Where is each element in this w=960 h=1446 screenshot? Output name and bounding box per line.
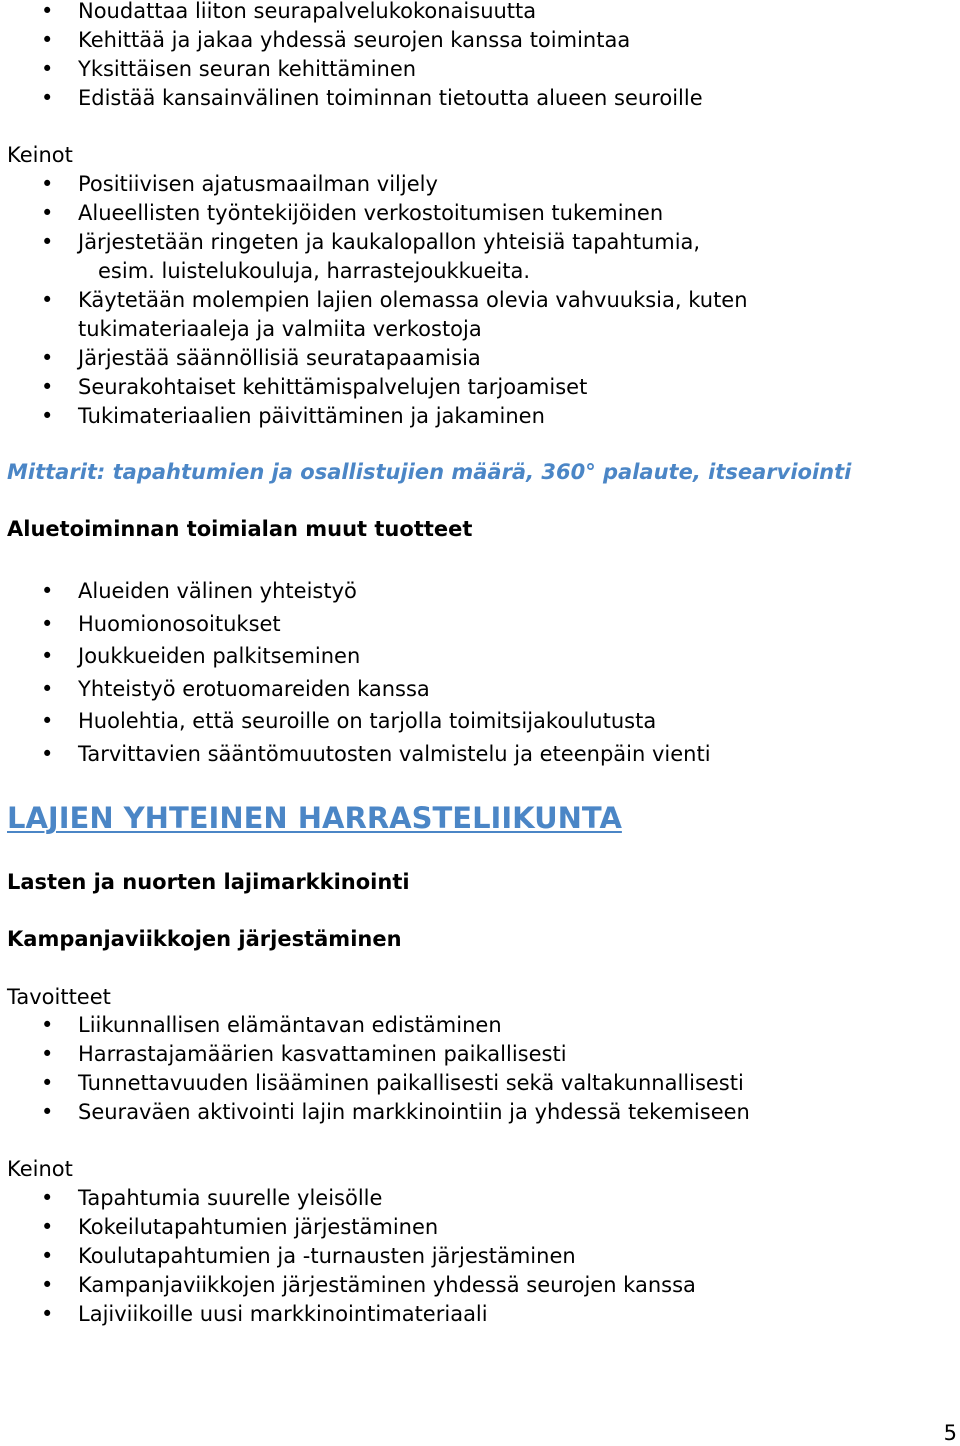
- bullet-icon: •: [41, 676, 54, 701]
- bullet-icon: •: [41, 1100, 54, 1124]
- bullet-icon: •: [41, 709, 54, 733]
- bullet-icon: •: [41, 0, 54, 23]
- list-item: • Kehittää ja jakaa yhdessä seurojen kanssa toimintaa: [0, 26, 950, 55]
- list-item: • Tukimateriaalien päivittäminen ja jakaminen: [0, 402, 950, 431]
- keinot-label-2: Keinot: [7, 1157, 73, 1181]
- other-products-list: [0, 575, 950, 770]
- subheading-lajimarkkinointi: Lasten ja nuorten lajimarkkinointi: [7, 870, 410, 894]
- bullet-icon: •: [41, 644, 54, 668]
- list-item: • Tarvittavien sääntömuutosten valmistelu ja eteenpäin vienti: [0, 738, 950, 771]
- bullet-icon: •: [41, 230, 54, 254]
- bullet-icon: •: [41, 1071, 54, 1095]
- bullet-icon: •: [41, 57, 54, 81]
- bullet-icon: •: [41, 86, 54, 110]
- list-item: • Käytetään molempien lajien olemassa olevia vahvuuksia, kuten tukimateriaaleja ja valmiita verkostoja: [41, 288, 748, 341]
- list-item: • Seurakohtaiset kehittämispalvelujen tarjoamiset: [0, 373, 950, 402]
- list-item: • Yksittäisen seuran kehittäminen: [0, 55, 950, 84]
- keinot-label: Keinot: [7, 143, 73, 167]
- page-number: 5: [943, 1421, 957, 1445]
- tavoitteet-label: Tavoitteet: [7, 985, 111, 1009]
- list-item: • Järjestää säännöllisiä seuratapaamisia: [0, 344, 950, 373]
- bullet-icon: •: [41, 1186, 54, 1210]
- list-item: • Edistää kansainvälinen toiminnan tietoutta alueen seuroille: [0, 84, 950, 113]
- top-bullet-list: [0, 0, 950, 113]
- bullet-icon: •: [41, 611, 54, 636]
- bullet-icon: •: [41, 1244, 54, 1268]
- list-item: • Seuraväen aktivointi lajin markkinointiin ja yhdessä tekemiseen: [0, 1098, 950, 1127]
- bullet-icon: •: [41, 28, 54, 52]
- list-item: • Tunnettavuuden lisääminen paikallisesti sekä valtakunnallisesti: [0, 1069, 950, 1098]
- list-item: • Lajiviikoille uusi markkinointimateriaali: [0, 1300, 950, 1329]
- bullet-icon: •: [41, 1273, 54, 1297]
- section-title: LAJIEN YHTEINEN HARRASTELIIKUNTA: [7, 801, 622, 835]
- list-item: • Alueellisten työntekijöiden verkostoitumisen tukeminen: [0, 199, 950, 228]
- bullet-icon: •: [41, 201, 54, 225]
- bullet-icon: •: [41, 375, 54, 399]
- tavoitteet-list: [0, 1011, 950, 1127]
- bullet-icon: •: [41, 1013, 54, 1037]
- subheading-kampanjaviikot: Kampanjaviikkojen järjestäminen: [7, 927, 402, 951]
- list-item: • Tapahtumia suurelle yleisölle: [0, 1184, 950, 1213]
- other-products-heading: Aluetoiminnan toimialan muut tuotteet: [7, 517, 473, 541]
- bullet-icon: •: [41, 404, 54, 428]
- bullet-icon: •: [41, 741, 54, 766]
- list-item: • Järjestetään ringeten ja kaukalopallon yhteisiä tapahtumia, esim. luistelukouluja, harrastejoukkueita.: [41, 230, 701, 283]
- list-item: • Huomionosoitukset: [0, 608, 950, 641]
- bullet-icon: •: [41, 1302, 54, 1326]
- keinot-bullet-list: [0, 170, 950, 431]
- list-item: • Joukkueiden palkitseminen: [0, 640, 950, 673]
- list-item: • Alueiden välinen yhteistyö: [0, 575, 950, 608]
- keinot-list-2: [0, 1184, 950, 1329]
- list-item: • Koulutapahtumien ja -turnausten järjestäminen: [0, 1242, 950, 1271]
- bullet-icon: •: [41, 288, 54, 312]
- bullet-icon: •: [41, 579, 54, 603]
- list-item: • Yhteistyö erotuomareiden kanssa: [0, 673, 950, 706]
- bullet-icon: •: [41, 1215, 54, 1239]
- list-item: • Liikunnallisen elämäntavan edistäminen: [0, 1011, 950, 1040]
- list-item: • Kampanjaviikkojen järjestäminen yhdessä seurojen kanssa: [0, 1271, 950, 1300]
- list-item: • Huolehtia, että seuroille on tarjolla toimitsijakoulutusta: [0, 705, 950, 738]
- bullet-icon: •: [41, 346, 54, 370]
- bullet-icon: •: [41, 172, 54, 196]
- list-item: • Noudattaa liiton seurapalvelukokonaisuutta: [0, 0, 950, 26]
- list-item: • Positiivisen ajatusmaailman viljely: [0, 170, 950, 199]
- metrics-line: Mittarit: tapahtumien ja osallistujien määrä, 360° palaute, itsearviointi: [7, 460, 852, 484]
- list-item: • Kokeilutapahtumien järjestäminen: [0, 1213, 950, 1242]
- list-item: • Harrastajamäärien kasvattaminen paikallisesti: [0, 1040, 950, 1069]
- bullet-icon: •: [41, 1042, 54, 1066]
